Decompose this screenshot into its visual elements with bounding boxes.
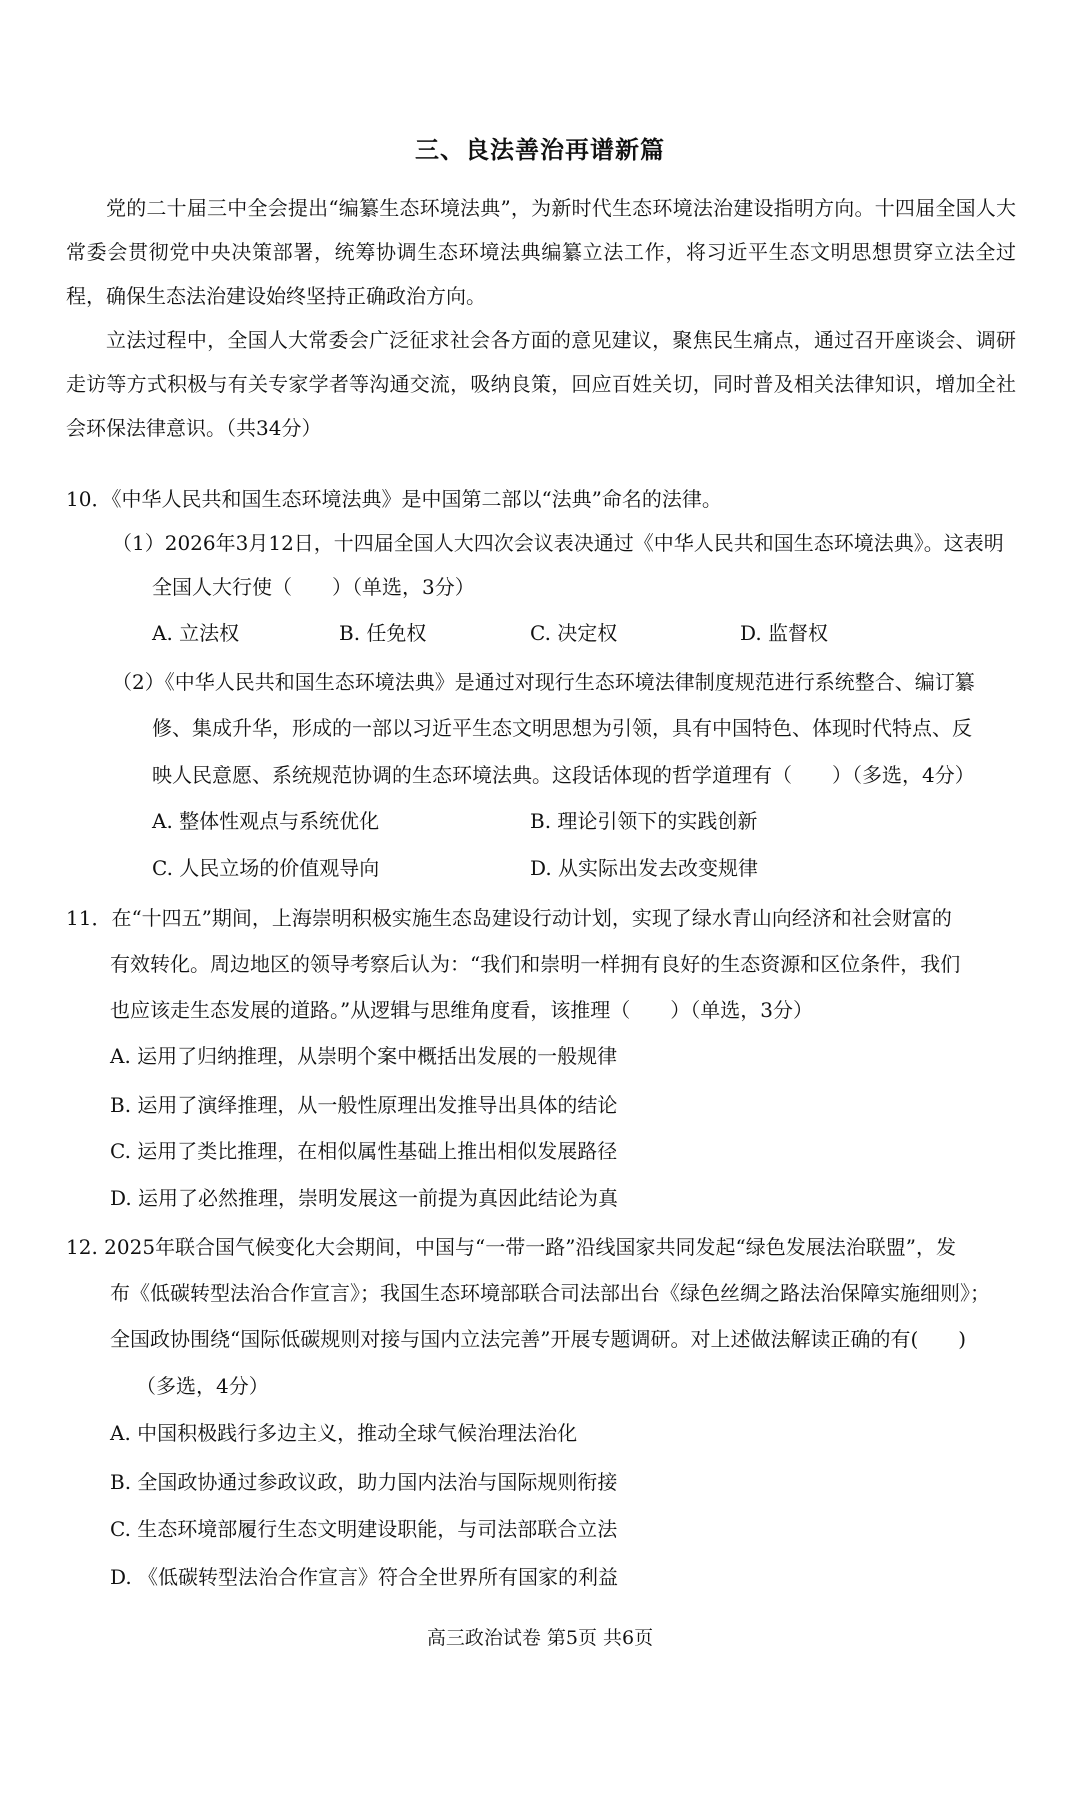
- q10-sub1-option-b[interactable]: B. 任免权: [339, 621, 427, 645]
- q10-sub1-option-d[interactable]: D. 监督权: [740, 621, 829, 645]
- q10-sub1-option-c[interactable]: C. 决定权: [530, 621, 618, 645]
- q10-sub2-option-c[interactable]: C. 人民立场的价值观导向: [152, 856, 380, 880]
- page-footer: 高三政治试卷 第5页 共6页: [426, 1627, 654, 1649]
- q10-stem: 10．《中华人民共和国生态环境法典》是中国第二部以“法典”命名的法律。: [66, 487, 722, 511]
- q12-line3: 全国政协围绕“国际低碳规则对接与国内立法完善”开展专题调研。对上述做法解读正确的有( ): [110, 1327, 967, 1351]
- q11-option-b[interactable]: B. 运用了演绎推理，从一般性原理出发推导出具体的结论: [110, 1093, 618, 1117]
- q11-option-c[interactable]: C. 运用了类比推理，在相似属性基础上推出相似发展路径: [110, 1139, 618, 1163]
- q12-option-d[interactable]: D. 《低碳转型法治合作宣言》符合全世界所有国家的利益: [110, 1565, 619, 1589]
- q11-line1: 11．在“十四五”期间，上海崇明积极实施生态岛建设行动计划，实现了绿水青山向经济和社会财富的: [66, 906, 952, 930]
- q10-sub2-option-b[interactable]: B. 理论引领下的实践创新: [530, 809, 758, 833]
- q12-option-c[interactable]: C. 生态环境部履行生态文明建设职能，与司法部联合立法: [110, 1517, 618, 1541]
- q10-sub2-option-d[interactable]: D. 从实际出发去改变规律: [530, 856, 759, 880]
- q10-sub2-line2: 修、集成升华，形成的一部以习近平生态文明思想为引领，具有中国特色、体现时代特点、反: [152, 716, 972, 740]
- q10-sub2-line3: 映人民意愿、系统规范协调的生态环境法典。这段话体现的哲学道理有（ ）（多选，4分）: [152, 763, 975, 787]
- q12-line2: 布《低碳转型法治合作宣言》；我国生态环境部联合司法部出台《绿色丝绸之路法治保障实施细则》；: [110, 1281, 990, 1305]
- q12-option-a[interactable]: A. 中国积极践行多边主义，推动全球气候治理法治化: [110, 1421, 578, 1445]
- q12-line1: 12. 2025年联合国气候变化大会期间，中国与“一带一路”沿线国家共同发起“绿色发展法治联盟”，发: [66, 1235, 956, 1259]
- q10-sub2-line1: （2）《中华人民共和国生态环境法典》是通过对现行生态环境法律制度规范进行系统整合、编订纂: [112, 670, 975, 694]
- q10-sub1-line1: （1）2026年3月12日，十四届全国人大四次会议表决通过《中华人民共和国生态环境法典》。这表明: [112, 531, 1004, 555]
- q11-line3: 也应该走生态发展的道路。”从逻辑与思维角度看，该推理（ ）（单选，3分）: [110, 998, 813, 1022]
- q10-sub1-line2: 全国人大行使（ ）（单选，3分）: [152, 575, 475, 599]
- q11-line2: 有效转化。周边地区的领导考察后认为：“我们和崇明一样拥有良好的生态资源和区位条件，我们: [110, 952, 961, 976]
- q10-sub1-option-a[interactable]: A. 立法权: [152, 621, 240, 645]
- intro-paragraph-1: 党的二十届三中全会提出“编纂生态环境法典”，为新时代生态环境法治建设指明方向。十四届全国人大常委会贯彻党中央决策部署，统筹协调生态环境法典编纂立法工作，将习近平生态文明思想贯穿立法全过程，确保生态法治建设始终坚持正确政治方向。: [66, 196, 1016, 308]
- section-title: 三、良法善治再谱新篇: [415, 135, 665, 164]
- q10-sub2-option-a[interactable]: A. 整体性观点与系统优化: [152, 809, 380, 833]
- q11-option-d[interactable]: D. 运用了必然推理，崇明发展这一前提为真因此结论为真: [110, 1186, 619, 1210]
- intro-paragraph-2: 立法过程中，全国人大常委会广泛征求社会各方面的意见建议，聚焦民生痛点，通过召开座谈会、调研走访等方式积极与有关专家学者等沟通交流，吸纳良策，回应百姓关切，同时普及相关法律知识，增加全社会环保法律意识。（共34分）: [66, 328, 1016, 440]
- q11-option-a[interactable]: A. 运用了归纳推理，从崇明个案中概括出发展的一般规律: [110, 1044, 618, 1068]
- q12-line4: （多选，4分）: [136, 1374, 269, 1398]
- q12-option-b[interactable]: B. 全国政协通过参政议政，助力国内法治与国际规则衔接: [110, 1470, 618, 1494]
